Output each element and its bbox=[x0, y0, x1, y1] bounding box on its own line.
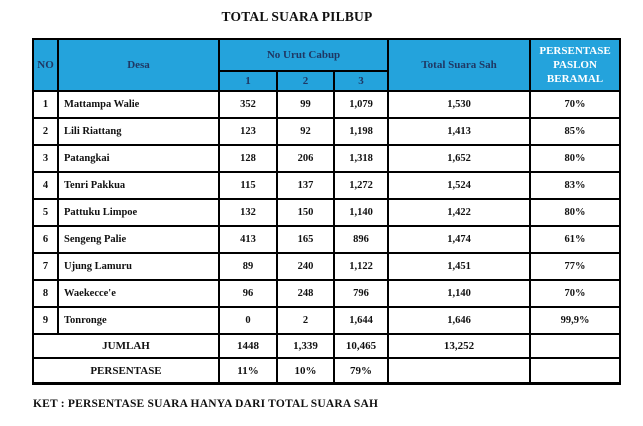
jumlah-total: 13,252 bbox=[388, 334, 530, 358]
cell-c2: 150 bbox=[277, 199, 334, 226]
cell-desa: Mattampa Walie bbox=[58, 91, 219, 118]
cell-no: 6 bbox=[33, 226, 58, 253]
cell-c3: 1,198 bbox=[334, 118, 388, 145]
cell-no: 2 bbox=[33, 118, 58, 145]
cell-total: 1,524 bbox=[388, 172, 530, 199]
header-persentase-paslon: PERSENTASE PASLON BERAMAL bbox=[530, 39, 620, 91]
cell-c3: 1,644 bbox=[334, 307, 388, 334]
jumlah-pct bbox=[530, 334, 620, 358]
persentase-label: PERSENTASE bbox=[33, 358, 219, 384]
cell-c2: 248 bbox=[277, 280, 334, 307]
cell-c3: 1,122 bbox=[334, 253, 388, 280]
cell-total: 1,451 bbox=[388, 253, 530, 280]
cell-pct: 61% bbox=[530, 226, 620, 253]
cell-c1: 96 bbox=[219, 280, 277, 307]
cell-c1: 115 bbox=[219, 172, 277, 199]
cell-c1: 89 bbox=[219, 253, 277, 280]
cell-c3: 1,318 bbox=[334, 145, 388, 172]
table-row bbox=[33, 199, 620, 226]
header-sub-col-2: 2 bbox=[277, 71, 334, 91]
cell-desa: Patangkai bbox=[58, 145, 219, 172]
cell-c1: 0 bbox=[219, 307, 277, 334]
cell-no: 8 bbox=[33, 280, 58, 307]
jumlah-c2: 1,339 bbox=[277, 334, 334, 358]
header-no-urut-cabup: No Urut Cabup bbox=[219, 39, 388, 71]
cell-c3: 1,079 bbox=[334, 91, 388, 118]
cell-total: 1,652 bbox=[388, 145, 530, 172]
cell-c2: 2 bbox=[277, 307, 334, 334]
cell-pct: 80% bbox=[530, 145, 620, 172]
table-row bbox=[33, 91, 620, 118]
cell-desa: Tenri Pakkua bbox=[58, 172, 219, 199]
table-row bbox=[33, 226, 620, 253]
jumlah-label: JUMLAH bbox=[33, 334, 219, 358]
cell-pct: 80% bbox=[530, 199, 620, 226]
cell-total: 1,140 bbox=[388, 280, 530, 307]
cell-c3: 896 bbox=[334, 226, 388, 253]
cell-no: 5 bbox=[33, 199, 58, 226]
footnote: KET : PERSENTASE SUARA HANYA DARI TOTAL SUARA SAH bbox=[33, 398, 379, 410]
header-total-suara-sah: Total Suara Sah bbox=[388, 39, 530, 91]
page-title: TOTAL SUARA PILBUP bbox=[221, 9, 373, 24]
cell-no: 9 bbox=[33, 307, 58, 334]
cell-c2: 137 bbox=[277, 172, 334, 199]
cell-no: 7 bbox=[33, 253, 58, 280]
table-row bbox=[33, 307, 620, 334]
cell-c2: 99 bbox=[277, 91, 334, 118]
cell-no: 3 bbox=[33, 145, 58, 172]
cell-total: 1,413 bbox=[388, 118, 530, 145]
persentase-total bbox=[388, 358, 530, 384]
header-no: NO bbox=[33, 39, 58, 91]
jumlah-c3: 10,465 bbox=[334, 334, 388, 358]
jumlah-c1: 1448 bbox=[219, 334, 277, 358]
header-sub-col-3: 3 bbox=[334, 71, 388, 91]
cell-c1: 352 bbox=[219, 91, 277, 118]
header-sub-col-1: 1 bbox=[219, 71, 277, 91]
cell-total: 1,422 bbox=[388, 199, 530, 226]
results-table bbox=[32, 38, 621, 385]
cell-total: 1,646 bbox=[388, 307, 530, 334]
header-desa: Desa bbox=[58, 39, 219, 91]
cell-pct: 77% bbox=[530, 253, 620, 280]
cell-c1: 128 bbox=[219, 145, 277, 172]
persentase-c3: 79% bbox=[334, 358, 388, 384]
cell-no: 1 bbox=[33, 91, 58, 118]
cell-pct: 99,9% bbox=[530, 307, 620, 334]
table-row bbox=[33, 280, 620, 307]
header-row-1 bbox=[33, 39, 620, 71]
table-row bbox=[33, 253, 620, 280]
cell-desa: Tonronge bbox=[58, 307, 219, 334]
cell-desa: Ujung Lamuru bbox=[58, 253, 219, 280]
cell-c2: 92 bbox=[277, 118, 334, 145]
cell-pct: 83% bbox=[530, 172, 620, 199]
jumlah-row bbox=[33, 334, 620, 358]
cell-total: 1,474 bbox=[388, 226, 530, 253]
cell-c3: 1,272 bbox=[334, 172, 388, 199]
cell-c2: 165 bbox=[277, 226, 334, 253]
cell-c3: 796 bbox=[334, 280, 388, 307]
cell-c1: 132 bbox=[219, 199, 277, 226]
table-row bbox=[33, 172, 620, 199]
cell-c1: 413 bbox=[219, 226, 277, 253]
table-row bbox=[33, 118, 620, 145]
persentase-pct bbox=[530, 358, 620, 384]
cell-desa: Pattuku Limpoe bbox=[58, 199, 219, 226]
cell-c2: 240 bbox=[277, 253, 334, 280]
cell-desa: Waekecce'e bbox=[58, 280, 219, 307]
cell-pct: 70% bbox=[530, 280, 620, 307]
cell-pct: 70% bbox=[530, 91, 620, 118]
cell-c3: 1,140 bbox=[334, 199, 388, 226]
persentase-c1: 11% bbox=[219, 358, 277, 384]
cell-total: 1,530 bbox=[388, 91, 530, 118]
table-row bbox=[33, 145, 620, 172]
cell-c2: 206 bbox=[277, 145, 334, 172]
cell-no: 4 bbox=[33, 172, 58, 199]
persentase-row bbox=[33, 358, 620, 384]
cell-desa: Lili Riattang bbox=[58, 118, 219, 145]
cell-c1: 123 bbox=[219, 118, 277, 145]
cell-desa: Sengeng Palie bbox=[58, 226, 219, 253]
cell-pct: 85% bbox=[530, 118, 620, 145]
persentase-c2: 10% bbox=[277, 358, 334, 384]
